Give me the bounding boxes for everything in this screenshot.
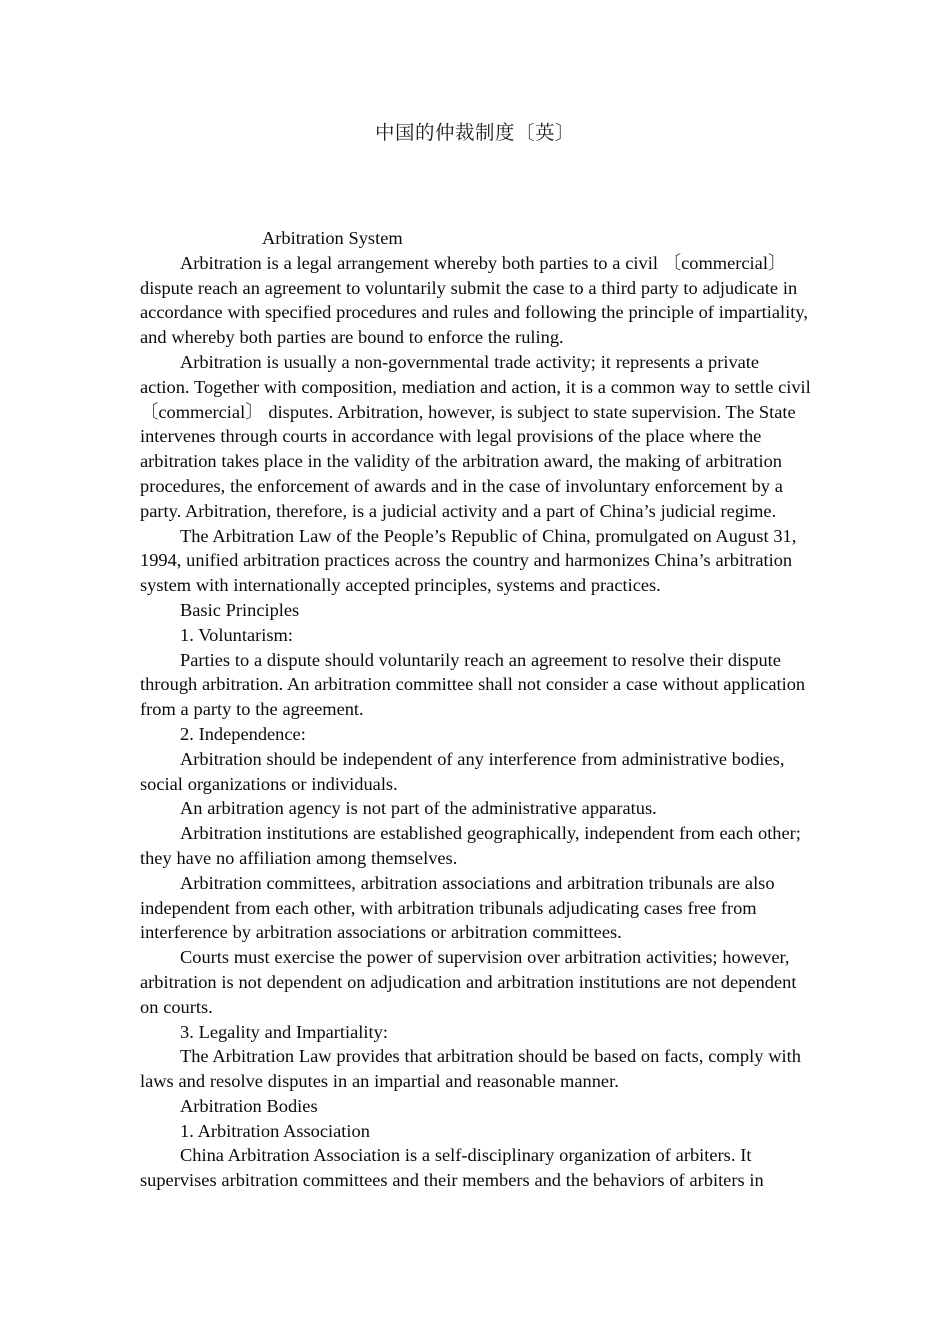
section-heading-arbitration-system: Arbitration System (262, 228, 403, 248)
heading-arbitration-association: 1. Arbitration Association (180, 1120, 370, 1141)
paragraph-legality-body: The Arbitration Law provides that arbitration should be based on facts, comply with laws and resolve disputes in an impartial and reasonable manner. (140, 1046, 801, 1092)
heading-principle-independence: 2. Independence: (180, 723, 306, 744)
paragraph-arbitration-association-body: China Arbitration Association is a self-disciplinary organization of arbiters. It supervises arbitration committees and their members and the behaviors of arbiters in (140, 1145, 764, 1191)
document-title: 中国的仲裁制度〔英〕 (374, 121, 575, 144)
paragraph-nature: Arbitration is usually a non-governmental trade activity; it represents a private action. Together with composition, mediation and action, it is a common way to settle civil 〔commercial〕 disputes. Arbitration, however, is subject to state supervision. The State intervenes through courts in accordance with legal provisions of the place where the arbitration takes place in the validity of the arbitration award, the making of arbitration procedures, the enforcement of awards and in the case of involuntary enforcement by a party. Arbitration, therefore, is a judicial activity and a part of China’s judicial regime. (140, 351, 811, 521)
document-body (140, 226, 812, 1193)
heading-principle-legality: 3. Legality and Impartiality: (180, 1021, 388, 1042)
paragraph-definition: Arbitration is a legal arrangement whereby both parties to a civil 〔commercial〕 dispute reach an agreement to voluntarily submit the case to a third party to adjudicate in accordance with specified procedures and rules and following the principle of impartiality, and whereby both parties are bound to enforce the ruling. (140, 252, 808, 348)
paragraph-independence-courts: Courts must exercise the power of supervision over arbitration activities; however, arbitration is not dependent on adjudication and arbitration institutions are not dependent on courts. (140, 947, 797, 1017)
heading-principle-voluntarism: 1. Voluntarism: (180, 624, 293, 645)
paragraph-independence-institutions: Arbitration institutions are established geographically, independent from each other; they have no affiliation among themselves. (140, 823, 801, 868)
paragraph-arbitration-law: The Arbitration Law of the People’s Republic of China, promulgated on August 31, 1994, unified arbitration practices across the country and harmonizes China’s arbitration system with internationally accepted principles, systems and practices. (140, 525, 797, 596)
paragraph-independence-agency: An arbitration agency is not part of the administrative apparatus. (180, 798, 657, 819)
heading-arbitration-bodies: Arbitration Bodies (180, 1095, 318, 1116)
paragraph-independence-interference: Arbitration should be independent of any interference from administrative bodies, social organizations or individuals. (140, 748, 785, 794)
heading-basic-principles: Basic Principles (180, 599, 300, 620)
paragraph-voluntarism-body: Parties to a dispute should voluntarily reach an agreement to resolve their dispute through arbitration. An arbitration committee shall not consider a case without application from a party to the agreement. (140, 649, 806, 720)
paragraph-independence-committees: Arbitration committees, arbitration associations and arbitration tribunals are also independent from each other, with arbitration tribunals adjudicating cases free from interference by arbitration associations or arbitration committees. (140, 872, 775, 943)
